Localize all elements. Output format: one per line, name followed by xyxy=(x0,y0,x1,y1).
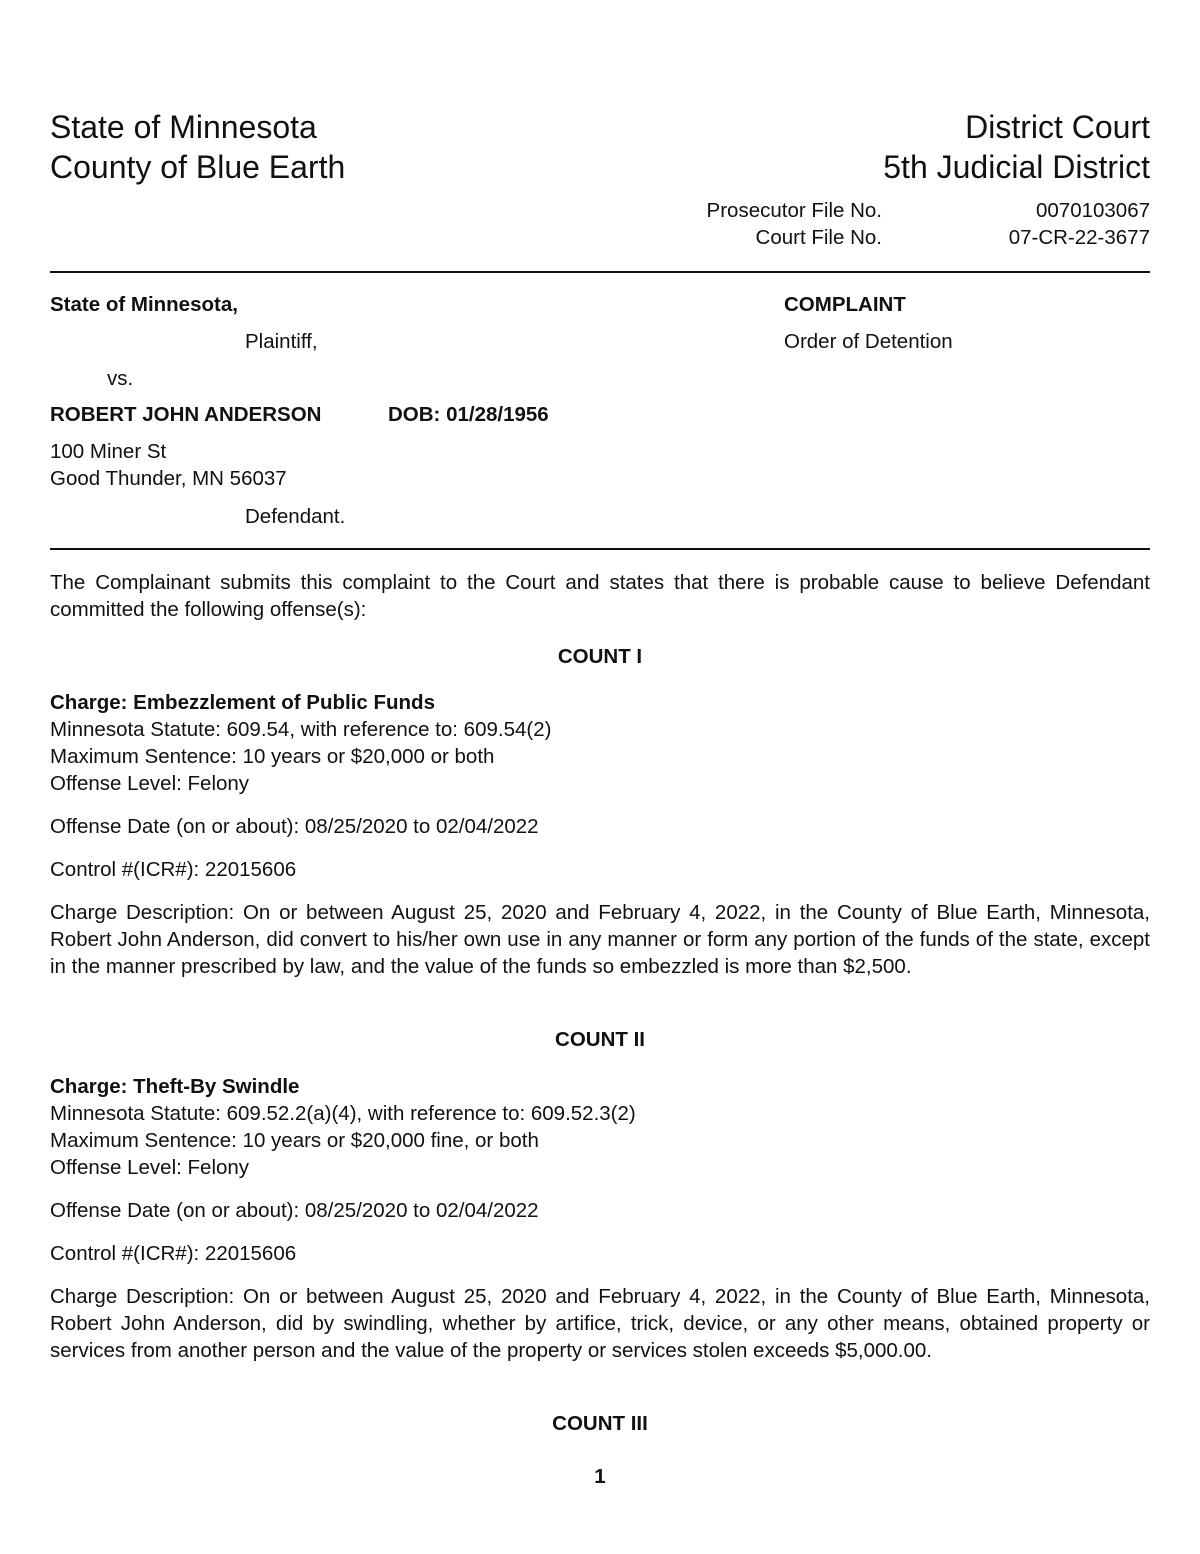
state-heading: State of Minnesota xyxy=(50,109,317,145)
defendant-dob: DOB: 01/28/1956 xyxy=(388,403,549,426)
intro-paragraph: The Complainant submits this complaint to the Court and states that there is probable cause to believe Defendant committed the following offense(s): xyxy=(50,571,1150,621)
charge-description: Charge Description: On or between August 25, 2020 and February 4, 2022, in the County of Blue Earth, Minnesota, Robert John Anderson, did convert to his/her own use in any manner or form any portion of the funds of the state, except in the manner prescribed by law, and the value of the funds so embezzled is more than $2,500. xyxy=(50,901,1150,978)
max-sentence: Maximum Sentence: 10 years or $20,000 fine, or both xyxy=(50,1129,539,1152)
statute: Minnesota Statute: 609.54, with reference to: 609.54(2) xyxy=(50,718,552,741)
count-details xyxy=(50,689,1150,797)
control-number: Control #(ICR#): 22015606 xyxy=(50,858,297,881)
document-subtype: Order of Detention xyxy=(784,330,953,353)
count-details xyxy=(50,1073,1150,1181)
court-file-label: Court File No. xyxy=(755,226,882,249)
prosecutor-file-number: 0070103067 xyxy=(1035,199,1150,222)
divider xyxy=(50,271,1150,273)
county-heading: County of Blue Earth xyxy=(50,149,346,185)
charge-name: Charge: Embezzlement of Public Funds xyxy=(50,691,435,714)
court-heading: District Court xyxy=(965,109,1150,145)
max-sentence: Maximum Sentence: 10 years or $20,000 or both xyxy=(50,745,495,768)
plaintiff-label: Plaintiff, xyxy=(245,330,318,353)
defendant-address-line1: 100 Miner St xyxy=(50,440,167,463)
defendant-address-line2: Good Thunder, MN 56037 xyxy=(50,467,287,490)
count-title: COUNT I xyxy=(557,645,643,668)
charge-description: Charge Description: On or between August 25, 2020 and February 4, 2022, in the County of Blue Earth, Minnesota, Robert John Anderson, did by swindling, whether by artifice, trick, device, or any other means, obtained property or services from another person and the value of the property or services stolen exceeds $5,000.00. xyxy=(50,1285,1150,1362)
plaintiff-name: State of Minnesota, xyxy=(50,293,238,316)
offense-date: Offense Date (on or about): 08/25/2020 to 02/04/2022 xyxy=(50,1199,539,1222)
offense-level: Offense Level: Felony xyxy=(50,772,250,795)
count-title: COUNT III xyxy=(552,1412,648,1435)
page-number: 1 xyxy=(594,1465,606,1488)
charge-name: Charge: Theft-By Swindle xyxy=(50,1075,300,1098)
defendant-name: ROBERT JOHN ANDERSON xyxy=(50,403,322,426)
offense-date: Offense Date (on or about): 08/25/2020 to 02/04/2022 xyxy=(50,815,539,838)
defendant-label: Defendant. xyxy=(245,505,346,528)
prosecutor-file-label: Prosecutor File No. xyxy=(706,199,882,222)
count-title: COUNT II xyxy=(555,1028,645,1051)
versus: vs. xyxy=(107,367,134,390)
document-type: COMPLAINT xyxy=(784,293,906,316)
district-heading: 5th Judicial District xyxy=(883,149,1150,185)
control-number: Control #(ICR#): 22015606 xyxy=(50,1242,297,1265)
statute: Minnesota Statute: 609.52.2(a)(4), with reference to: 609.52.3(2) xyxy=(50,1102,636,1125)
divider xyxy=(50,548,1150,550)
court-file-number: 07-CR-22-3677 xyxy=(1008,226,1150,249)
offense-level: Offense Level: Felony xyxy=(50,1156,250,1179)
